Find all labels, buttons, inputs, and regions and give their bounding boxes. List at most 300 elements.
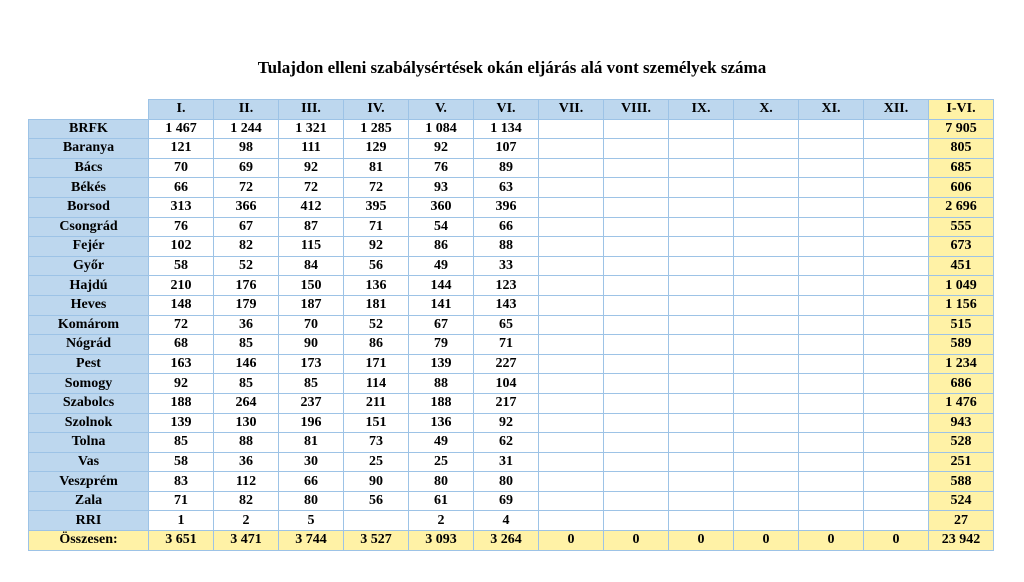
month-value: 1 084 <box>409 119 474 139</box>
month-value: 36 <box>214 315 279 335</box>
month-header: XI. <box>799 100 864 120</box>
total-header: I-VI. <box>929 100 994 120</box>
month-value: 121 <box>149 139 214 159</box>
month-value <box>864 178 929 198</box>
month-value <box>734 256 799 276</box>
month-value <box>669 217 734 237</box>
row-total: 27 <box>929 511 994 531</box>
month-value <box>799 315 864 335</box>
month-value <box>539 374 604 394</box>
month-value <box>539 491 604 511</box>
month-value: 2 <box>409 511 474 531</box>
month-value: 3 264 <box>474 531 539 551</box>
month-value: 114 <box>344 374 409 394</box>
row-total: 2 696 <box>929 197 994 217</box>
month-value <box>734 452 799 472</box>
month-value <box>539 276 604 296</box>
month-value <box>799 276 864 296</box>
month-value: 70 <box>149 158 214 178</box>
row-total: 686 <box>929 374 994 394</box>
month-value <box>669 374 734 394</box>
row-total: 1 049 <box>929 276 994 296</box>
month-value: 366 <box>214 197 279 217</box>
month-value: 71 <box>149 491 214 511</box>
county-name: Győr <box>29 256 149 276</box>
month-value: 58 <box>149 452 214 472</box>
month-value <box>539 413 604 433</box>
month-value: 130 <box>214 413 279 433</box>
month-value <box>799 217 864 237</box>
month-value: 237 <box>279 393 344 413</box>
month-value <box>604 237 669 257</box>
month-value: 49 <box>409 433 474 453</box>
month-value <box>799 491 864 511</box>
month-value: 85 <box>214 374 279 394</box>
month-value: 88 <box>214 433 279 453</box>
month-value: 58 <box>149 256 214 276</box>
table-row <box>29 217 994 237</box>
month-value <box>864 491 929 511</box>
month-value: 2 <box>214 511 279 531</box>
month-value: 150 <box>279 276 344 296</box>
month-value: 188 <box>409 393 474 413</box>
month-value <box>669 433 734 453</box>
month-value <box>734 374 799 394</box>
month-value <box>669 472 734 492</box>
month-value <box>604 139 669 159</box>
table-row <box>29 491 994 511</box>
month-value <box>734 315 799 335</box>
month-value: 171 <box>344 354 409 374</box>
month-value: 65 <box>474 315 539 335</box>
month-value: 92 <box>344 237 409 257</box>
month-value: 1 244 <box>214 119 279 139</box>
month-value: 68 <box>149 335 214 355</box>
month-value: 136 <box>344 276 409 296</box>
month-value: 52 <box>214 256 279 276</box>
month-value: 0 <box>539 531 604 551</box>
month-value: 179 <box>214 295 279 315</box>
month-value: 360 <box>409 197 474 217</box>
month-value: 31 <box>474 452 539 472</box>
month-value: 146 <box>214 354 279 374</box>
month-value <box>799 197 864 217</box>
month-value <box>864 374 929 394</box>
month-value: 5 <box>279 511 344 531</box>
month-value <box>734 472 799 492</box>
county-name: RRI <box>29 511 149 531</box>
county-name: Nógrád <box>29 335 149 355</box>
month-value <box>864 335 929 355</box>
page-title: Tulajdon elleni szabálysértések okán eljárás alá vont személyek száma <box>257 58 767 77</box>
row-total: 1 156 <box>929 295 994 315</box>
month-value <box>799 295 864 315</box>
month-header: X. <box>734 100 799 120</box>
month-value <box>864 119 929 139</box>
month-value: 80 <box>279 491 344 511</box>
month-value <box>799 256 864 276</box>
month-value: 98 <box>214 139 279 159</box>
county-name: Pest <box>29 354 149 374</box>
month-value <box>539 217 604 237</box>
month-value <box>669 237 734 257</box>
table-row <box>29 139 994 159</box>
month-value: 1 467 <box>149 119 214 139</box>
month-value: 3 744 <box>279 531 344 551</box>
month-value <box>734 158 799 178</box>
month-value: 85 <box>214 335 279 355</box>
month-value <box>669 197 734 217</box>
table-row <box>29 472 994 492</box>
table-row <box>29 374 994 394</box>
month-value <box>799 511 864 531</box>
month-value: 36 <box>214 452 279 472</box>
month-value <box>799 433 864 453</box>
county-name: Borsod <box>29 197 149 217</box>
county-name: Komárom <box>29 315 149 335</box>
month-value <box>669 393 734 413</box>
month-value: 86 <box>344 335 409 355</box>
month-value: 85 <box>149 433 214 453</box>
month-value <box>539 197 604 217</box>
month-value: 85 <box>279 374 344 394</box>
row-total: 7 905 <box>929 119 994 139</box>
month-value: 163 <box>149 354 214 374</box>
row-total: 23 942 <box>929 531 994 551</box>
month-value: 1 <box>149 511 214 531</box>
table-row <box>29 237 994 257</box>
month-value: 72 <box>279 178 344 198</box>
month-value: 25 <box>344 452 409 472</box>
month-value <box>734 335 799 355</box>
month-value <box>669 315 734 335</box>
month-value <box>539 119 604 139</box>
month-value <box>604 354 669 374</box>
month-value: 69 <box>474 491 539 511</box>
month-value: 139 <box>149 413 214 433</box>
month-value: 90 <box>279 335 344 355</box>
month-value: 89 <box>474 158 539 178</box>
month-value <box>734 139 799 159</box>
month-value: 69 <box>214 158 279 178</box>
row-total: 589 <box>929 335 994 355</box>
month-value <box>604 433 669 453</box>
month-value: 83 <box>149 472 214 492</box>
month-value <box>604 472 669 492</box>
month-value <box>604 119 669 139</box>
month-value <box>799 413 864 433</box>
month-value: 176 <box>214 276 279 296</box>
table-row <box>29 158 994 178</box>
month-value <box>539 433 604 453</box>
county-name: Zala <box>29 491 149 511</box>
month-value <box>539 158 604 178</box>
month-value <box>734 217 799 237</box>
month-value: 3 527 <box>344 531 409 551</box>
month-value <box>799 158 864 178</box>
month-header: II. <box>214 100 279 120</box>
month-value <box>734 393 799 413</box>
header-row <box>29 100 994 120</box>
table-row <box>29 295 994 315</box>
month-value: 115 <box>279 237 344 257</box>
table-row <box>29 452 994 472</box>
month-value <box>799 237 864 257</box>
county-name: Somogy <box>29 374 149 394</box>
county-name: Szolnok <box>29 413 149 433</box>
month-value <box>799 119 864 139</box>
month-value: 87 <box>279 217 344 237</box>
month-value: 80 <box>474 472 539 492</box>
month-value <box>734 433 799 453</box>
month-value <box>604 413 669 433</box>
month-value: 0 <box>864 531 929 551</box>
month-value: 88 <box>474 237 539 257</box>
month-value: 0 <box>604 531 669 551</box>
month-header: III. <box>279 100 344 120</box>
month-value: 66 <box>149 178 214 198</box>
month-value: 1 134 <box>474 119 539 139</box>
month-value: 3 651 <box>149 531 214 551</box>
month-value: 66 <box>279 472 344 492</box>
month-value: 211 <box>344 393 409 413</box>
month-value <box>734 511 799 531</box>
month-value: 173 <box>279 354 344 374</box>
county-name: Vas <box>29 452 149 472</box>
month-value <box>604 178 669 198</box>
county-name: Tolna <box>29 433 149 453</box>
month-value: 52 <box>344 315 409 335</box>
month-header: XII. <box>864 100 929 120</box>
month-value: 30 <box>279 452 344 472</box>
table-row <box>29 354 994 374</box>
month-value <box>864 256 929 276</box>
month-value: 76 <box>409 158 474 178</box>
month-value: 63 <box>474 178 539 198</box>
table-row <box>29 433 994 453</box>
month-value: 395 <box>344 197 409 217</box>
month-value <box>734 237 799 257</box>
month-value <box>669 354 734 374</box>
month-value: 3 471 <box>214 531 279 551</box>
month-value <box>864 276 929 296</box>
month-value: 82 <box>214 237 279 257</box>
month-value: 92 <box>279 158 344 178</box>
month-value: 143 <box>474 295 539 315</box>
month-value: 25 <box>409 452 474 472</box>
month-value <box>864 315 929 335</box>
row-total: 451 <box>929 256 994 276</box>
month-value: 56 <box>344 491 409 511</box>
county-name: Békés <box>29 178 149 198</box>
month-value <box>539 237 604 257</box>
month-value <box>539 393 604 413</box>
month-value: 81 <box>279 433 344 453</box>
month-value <box>669 256 734 276</box>
month-value <box>539 178 604 198</box>
month-value <box>799 139 864 159</box>
month-value <box>669 335 734 355</box>
month-value <box>799 472 864 492</box>
month-header: VI. <box>474 100 539 120</box>
month-value <box>864 452 929 472</box>
month-value <box>604 491 669 511</box>
county-name: Baranya <box>29 139 149 159</box>
month-value: 49 <box>409 256 474 276</box>
month-value <box>864 511 929 531</box>
row-total: 528 <box>929 433 994 453</box>
month-value <box>604 276 669 296</box>
total-row-label: Összesen: <box>29 531 149 551</box>
month-value: 188 <box>149 393 214 413</box>
month-value: 86 <box>409 237 474 257</box>
row-total: 685 <box>929 158 994 178</box>
month-value: 227 <box>474 354 539 374</box>
month-value <box>669 158 734 178</box>
county-name: Bács <box>29 158 149 178</box>
month-value <box>604 217 669 237</box>
month-header: I. <box>149 100 214 120</box>
month-value: 0 <box>734 531 799 551</box>
month-header: IX. <box>669 100 734 120</box>
month-value: 84 <box>279 256 344 276</box>
month-value <box>604 256 669 276</box>
month-value <box>669 276 734 296</box>
month-value: 107 <box>474 139 539 159</box>
table-row <box>29 256 994 276</box>
month-header: VII. <box>539 100 604 120</box>
month-value <box>864 354 929 374</box>
month-value <box>864 158 929 178</box>
month-value <box>864 217 929 237</box>
month-value: 3 093 <box>409 531 474 551</box>
month-value <box>799 393 864 413</box>
month-value <box>539 315 604 335</box>
month-value <box>864 139 929 159</box>
row-total: 251 <box>929 452 994 472</box>
month-value <box>539 452 604 472</box>
month-value: 71 <box>344 217 409 237</box>
month-value: 71 <box>474 335 539 355</box>
row-total: 943 <box>929 413 994 433</box>
month-value: 148 <box>149 295 214 315</box>
county-name: BRFK <box>29 119 149 139</box>
row-total: 1 234 <box>929 354 994 374</box>
month-value: 82 <box>214 491 279 511</box>
month-value: 72 <box>214 178 279 198</box>
row-total: 515 <box>929 315 994 335</box>
month-value: 313 <box>149 197 214 217</box>
month-value: 80 <box>409 472 474 492</box>
month-value <box>604 335 669 355</box>
table-row <box>29 315 994 335</box>
month-value: 92 <box>409 139 474 159</box>
month-value <box>864 237 929 257</box>
month-value <box>669 295 734 315</box>
month-value <box>864 393 929 413</box>
month-value: 56 <box>344 256 409 276</box>
month-value: 187 <box>279 295 344 315</box>
month-value: 123 <box>474 276 539 296</box>
month-value <box>669 511 734 531</box>
county-name: Hajdú <box>29 276 149 296</box>
month-value: 104 <box>474 374 539 394</box>
row-total: 805 <box>929 139 994 159</box>
month-header: VIII. <box>604 100 669 120</box>
month-value <box>539 295 604 315</box>
month-value: 412 <box>279 197 344 217</box>
month-value <box>864 413 929 433</box>
month-value <box>539 139 604 159</box>
month-value: 111 <box>279 139 344 159</box>
month-value <box>604 197 669 217</box>
month-value <box>344 511 409 531</box>
month-value: 196 <box>279 413 344 433</box>
month-value <box>604 295 669 315</box>
month-value: 73 <box>344 433 409 453</box>
month-value: 76 <box>149 217 214 237</box>
month-value <box>539 511 604 531</box>
month-value: 0 <box>799 531 864 551</box>
county-name: Csongrád <box>29 217 149 237</box>
month-value <box>734 119 799 139</box>
month-value <box>734 295 799 315</box>
statistics-table <box>28 99 994 551</box>
row-total: 606 <box>929 178 994 198</box>
month-value: 151 <box>344 413 409 433</box>
month-value <box>734 491 799 511</box>
month-value: 92 <box>149 374 214 394</box>
county-name: Veszprém <box>29 472 149 492</box>
table-row <box>29 119 994 139</box>
month-value <box>799 335 864 355</box>
row-total: 555 <box>929 217 994 237</box>
month-value <box>669 139 734 159</box>
table-row <box>29 511 994 531</box>
month-value <box>734 197 799 217</box>
month-value: 81 <box>344 158 409 178</box>
month-value: 264 <box>214 393 279 413</box>
month-value <box>604 393 669 413</box>
month-value: 70 <box>279 315 344 335</box>
month-value <box>604 374 669 394</box>
month-value: 72 <box>149 315 214 335</box>
month-value: 1 321 <box>279 119 344 139</box>
month-value: 62 <box>474 433 539 453</box>
month-value <box>864 472 929 492</box>
county-name: Heves <box>29 295 149 315</box>
month-value <box>539 472 604 492</box>
month-value: 210 <box>149 276 214 296</box>
month-value <box>604 158 669 178</box>
month-value <box>669 178 734 198</box>
month-header: V. <box>409 100 474 120</box>
month-value <box>539 335 604 355</box>
month-value: 61 <box>409 491 474 511</box>
county-name: Fejér <box>29 237 149 257</box>
table-row <box>29 413 994 433</box>
month-value: 129 <box>344 139 409 159</box>
table-row <box>29 197 994 217</box>
corner-cell <box>29 100 149 120</box>
month-value <box>539 354 604 374</box>
row-total: 1 476 <box>929 393 994 413</box>
month-value <box>734 178 799 198</box>
month-value: 181 <box>344 295 409 315</box>
month-value <box>734 354 799 374</box>
month-value: 0 <box>669 531 734 551</box>
month-value <box>669 119 734 139</box>
